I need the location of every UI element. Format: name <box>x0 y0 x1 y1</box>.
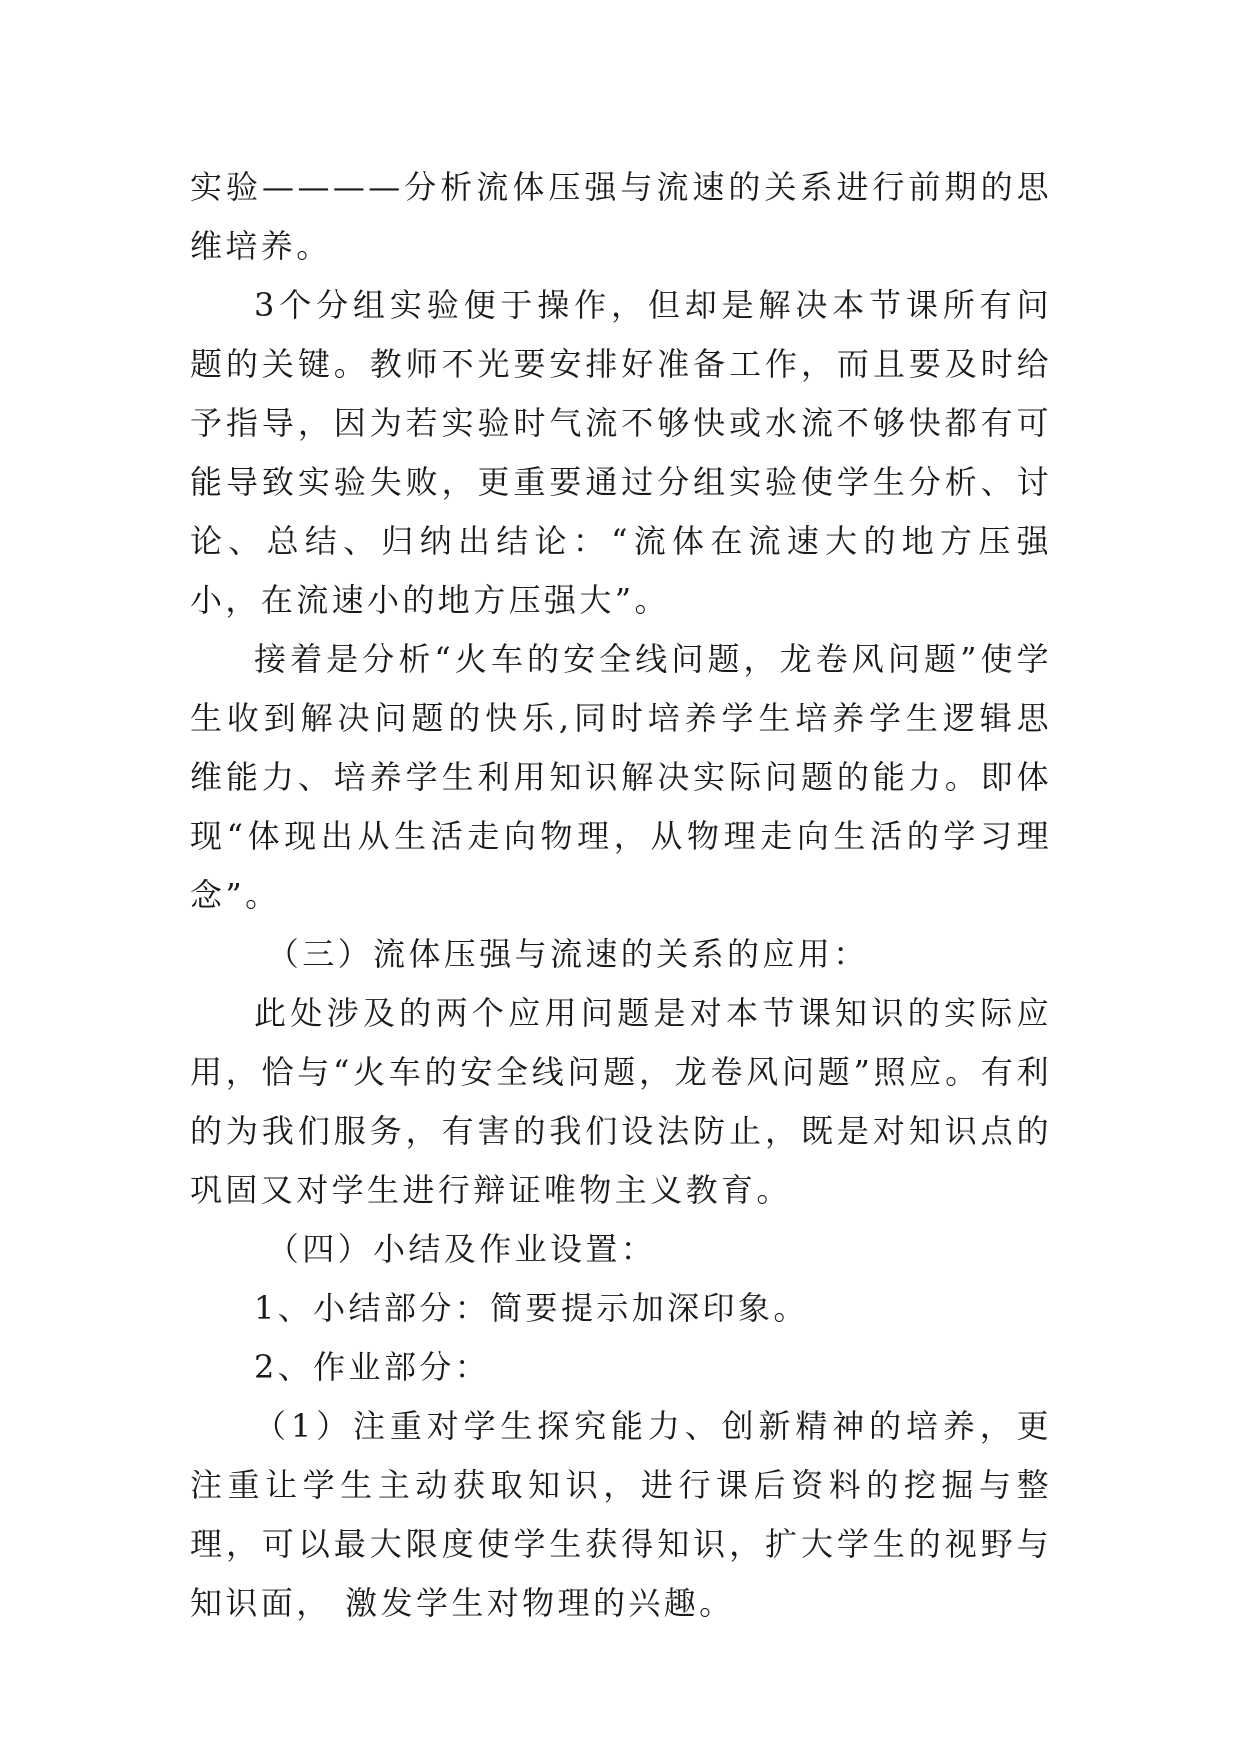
paragraph-homework-1: （1）注重对学生探究能力、创新精神的培养，更注重让学生主动获取知识，进行课后资料的挖掘与整理，可以最大限度使学生获得知识，扩大学生的视野与知识面， 激发学生对物理的兴趣。 <box>190 1407 1052 1622</box>
list-item-homework: 2、作业部分： <box>254 1348 491 1386</box>
paragraph-4: 此处涉及的两个应用问题是对本节课知识的实际应用，恰与“火车的安全线问题，龙卷风问题”照应。有利的为我们服务，有害的我们设法防止，既是对知识点的巩固又对学生进行辩证唯物主义教育。 <box>190 994 1052 1209</box>
document-page <box>190 158 1052 1633</box>
paragraph-3: 接着是分析“火车的安全线问题，龙卷风问题”使学生收到解决问题的快乐,同时培养学生培养学生逻辑思维能力、培养学生利用知识解决实际问题的能力。即体现“体现出从生活走向物理，从物理走向生活的学习理念”。 <box>190 640 1052 914</box>
list-item-summary: 1、小结部分：简要提示加深印象。 <box>254 1289 809 1327</box>
section-heading-3: （三）流体压强与流速的关系的应用： <box>266 935 869 973</box>
paragraph-2: 3个分组实验便于操作，但却是解决本节课所有问题的关键。教师不光要安排好准备工作，而且要及时给予指导，因为若实验时气流不够快或水流不够快都有可能导致实验失败，更重要通过分组实验使学生分析、讨论、总结、归纳出结论：“流体在流速大的地方压强小，在流速小的地方压强大”。 <box>190 286 1052 619</box>
paragraph-1: 实验————分析流体压强与流速的关系进行前期的思维培养。 <box>190 168 1052 265</box>
section-heading-4: （四）小结及作业设置： <box>266 1230 657 1268</box>
